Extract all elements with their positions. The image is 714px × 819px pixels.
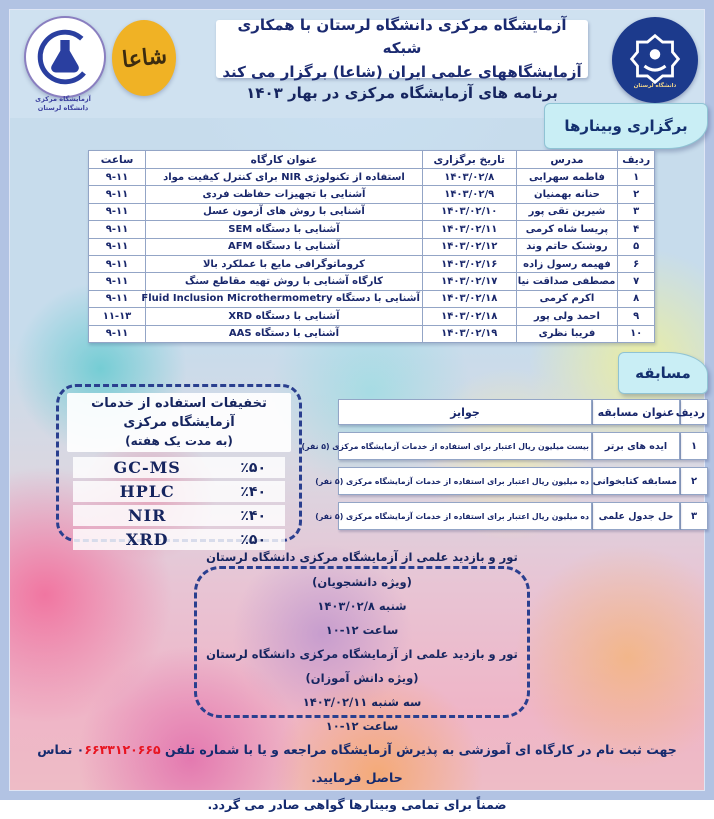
tour-time (197, 714, 527, 738)
tour-time (197, 618, 527, 642)
phone-prefix: ۰ (76, 742, 85, 757)
certificate-line: ضمناً برای تمامی وبینارها گواهی صادر می گردد. (207, 797, 507, 812)
tour-title: تور و بازدید علمی از آزمایشگاه مرکزی دانشگاه لرستان (ویژه دانشجویان) (206, 550, 518, 589)
discount-service: GC-MS (113, 458, 181, 478)
webinar-row (89, 290, 655, 307)
discount-value: ٪۴۰ (240, 507, 267, 524)
discounts-box (56, 384, 302, 550)
registration-text-after: تماس حاصل فرمایید. (37, 742, 403, 785)
title-line-1: آزمایشگاه مرکزی دانشگاه لرستان با همکاری شبکه (237, 16, 567, 58)
workshop-date: ۱۴۰۳/۰۲/۱۸ (422, 290, 516, 307)
workshop-time: ۹-۱۱ (89, 290, 146, 307)
university-emblem-icon (627, 31, 683, 87)
competition-row (338, 467, 708, 495)
competition-header-row (338, 399, 708, 425)
webinars-section-title: برگزاری وبینارها (564, 117, 688, 135)
tour-title: تور و بازدید علمی از آزمایشگاه مرکزی دانشگاه لرستان (ویژه دانش آموزان) (206, 647, 518, 686)
workshop-title: آشنایی با تجهیزات حفاظت فردی (146, 186, 423, 203)
workshop-time: ۹-۱۱ (89, 186, 146, 203)
col-header-time: ساعت (89, 151, 146, 169)
discount-service: XRD (125, 530, 169, 550)
row-number: ۲ (680, 467, 708, 495)
instructor-name: اکرم کرمی (516, 290, 618, 307)
discount-value: ٪۵۰ (240, 531, 267, 548)
competition-title: حل جدول علمی (592, 502, 680, 530)
row-number: ۷ (618, 273, 655, 290)
webinars-section-banner (544, 103, 708, 149)
phone-number (77, 742, 161, 757)
instructor-name: فریبا نظری (516, 325, 618, 342)
workshop-title: کروماتوگرافی مایع با عملکرد بالا (146, 255, 423, 272)
workshop-title: آشنایی با دستگاه Fluid Inclusion Microthermometry (146, 290, 423, 307)
discount-service: HPLC (119, 482, 175, 502)
workshop-title: آشنایی با دستگاه SEM (146, 221, 423, 238)
workshop-date: ۱۴۰۳/۰۲/۱۲ (422, 238, 516, 255)
discount-service: NIR (128, 506, 167, 526)
instructor-name: فهیمه رسول زاده (516, 255, 618, 272)
competition-prize: بیست میلیون ریال اعتبار برای استفاده از خدمات آزمایشگاه مرکزی (۵ نفر) (338, 432, 592, 460)
instructor-name: روشنک حاتم وند (516, 238, 618, 255)
university-logo-caption: دانشگاه لرستان (633, 83, 677, 89)
workshop-date: ۱۴۰۳/۰۲/۱۸ (422, 308, 516, 325)
footer-note (20, 736, 694, 819)
workshop-date: ۱۴۰۳/۰۲/۱۰ (422, 203, 516, 220)
workshop-date: ۱۴۰۳/۰۲/۱۷ (422, 273, 516, 290)
webinar-row (89, 325, 655, 342)
workshop-time: ۹-۱۱ (89, 169, 146, 186)
discount-row (73, 505, 285, 526)
shaa-network-logo (112, 20, 176, 96)
competition-row (338, 432, 708, 460)
central-lab-logo (24, 16, 106, 98)
competition-title: ایده های برتر (592, 432, 680, 460)
workshop-date: ۱۴۰۳/۰۲/۱۶ (422, 255, 516, 272)
row-number: ۱ (618, 169, 655, 186)
row-number: ۱۰ (618, 325, 655, 342)
webinar-row (89, 221, 655, 238)
instructor-name: حنانه بهمنیان (516, 186, 618, 203)
tour-date: سه شنبه ۱۴۰۳/۰۲/۱۱ (302, 695, 422, 710)
webinars-table-wrap (88, 150, 655, 343)
workshop-date: ۱۴۰۳/۰۲/۸ (422, 169, 516, 186)
instructor-name: پریسا شاه کرمی (516, 221, 618, 238)
workshop-time: ۹-۱۱ (89, 238, 146, 255)
instructor-name: شیرین تقی پور (516, 203, 618, 220)
tour-time-label: ساعت (362, 622, 399, 637)
workshop-title: کارگاه آشنایی با روش تهیه مقاطع سنگ (146, 273, 423, 290)
col-header-workshop-title: عنوان کارگاه (146, 151, 423, 169)
workshop-date: ۱۴۰۳/۰۲/۹ (422, 186, 516, 203)
title-line-2: آزمایشگاههای علمی ایران (شاعا) برگزار می کند (222, 62, 582, 81)
workshop-time: ۹-۱۱ (89, 221, 146, 238)
workshop-date: ۱۴۰۳/۰۲/۱۱ (422, 221, 516, 238)
webinars-header-row (89, 151, 655, 169)
competition-title: مسابقه کتابخوانی (592, 467, 680, 495)
col-header-row-number: ردیف (618, 151, 655, 169)
workshop-title: آشنایی با دستگاه XRD (146, 308, 423, 325)
competition-section-title: مسابقه (635, 364, 691, 382)
workshop-time: ۹-۱۱ (89, 255, 146, 272)
webinar-row (89, 255, 655, 272)
competition-prize: ده میلیون ریال اعتبار برای استفاده از خدمات آزمایشگاه مرکزی (۵ نفر) (338, 502, 592, 530)
row-number: ۸ (618, 290, 655, 307)
col-header-instructor: مدرس (516, 151, 618, 169)
row-number: ۲ (618, 186, 655, 203)
webinar-row (89, 186, 655, 203)
instructor-name: احمد ولی پور (516, 308, 618, 325)
lab-caption-line-2: دانشگاه لرستان (37, 103, 89, 112)
discount-row (73, 481, 285, 502)
workshop-title: استفاده از تکنولوژی NIR برای کنترل کیفیت مواد (146, 169, 423, 186)
workshop-date: ۱۴۰۳/۰۲/۱۹ (422, 325, 516, 342)
workshop-time: ۹-۱۱ (89, 325, 146, 342)
competition-table-wrap (301, 392, 708, 537)
discounts-title: تخفیفات استفاده از خدمات آزمایشگاه مرکزی (91, 396, 267, 430)
row-number: ۵ (618, 238, 655, 255)
shaa-logo-calligraphy: شاعا (120, 42, 168, 74)
registration-line (20, 736, 694, 791)
university-logo (612, 17, 698, 103)
tours-box (194, 550, 530, 734)
registration-text-before: جهت ثبت نام در کارگاه ای آموزشی به پذیرش آزمایشگاه مراجعه و یا با شماره تلفن (164, 742, 677, 757)
webinar-row (89, 308, 655, 325)
row-number: ۳ (618, 203, 655, 220)
row-number: ۱ (680, 432, 708, 460)
workshop-time: ۱۱-۱۳ (89, 308, 146, 325)
comp-col-header-prizes: جوایز (338, 399, 592, 425)
competition-prize: ده میلیون ریال اعتبار برای استفاده از خدمات آزمایشگاه مرکزی (۵ نفر) (338, 467, 592, 495)
webinar-row (89, 203, 655, 220)
workshop-title: آشنایی با دستگاه AFM (146, 238, 423, 255)
comp-col-header-row-number: ردیف (680, 399, 708, 425)
competition-table (301, 392, 708, 537)
workshop-time: ۹-۱۱ (89, 273, 146, 290)
flask-icon (34, 26, 96, 88)
comp-col-header-title: عنوان مسابقه (592, 399, 680, 425)
discount-value: ٪۴۰ (240, 483, 267, 500)
competition-row (338, 502, 708, 530)
discounts-subtitle: (به مدت یک هفته) (125, 433, 233, 448)
subtitle: برنامه های آزمایشگاه مرکزی در بهار ۱۴۰۳ (246, 84, 558, 102)
workshop-title: آشنایی با روش های آزمون عسل (146, 203, 423, 220)
tour-date: شنبه ۱۴۰۳/۰۲/۸ (317, 598, 407, 613)
tour-time-value: ۱۰-۱۲ (325, 719, 359, 734)
central-lab-logo-caption (12, 95, 114, 113)
row-number: ۶ (618, 255, 655, 272)
col-header-date: تاریخ برگزاری (422, 151, 516, 169)
lab-caption-line-1: آزمایشگاه مرکزی (35, 95, 91, 103)
webinar-row (89, 273, 655, 290)
instructor-name: مصطفی صداقت نیا (516, 273, 618, 290)
row-number: ۳ (680, 502, 708, 530)
instructor-name: فاطمه سهرابی (516, 169, 618, 186)
workshop-title: آشنایی با دستگاه AAS (146, 325, 423, 342)
row-number: ۹ (618, 308, 655, 325)
webinars-table (88, 150, 655, 343)
webinar-row (89, 169, 655, 186)
row-number: ۴ (618, 221, 655, 238)
discount-row (73, 457, 285, 478)
phone-number-red: ۶۶۳۳۱۲۰۶۶۵ (84, 742, 161, 757)
discounts-title-band (67, 393, 291, 452)
tour-time-label: ساعت (362, 719, 399, 734)
workshop-time: ۹-۱۱ (89, 203, 146, 220)
webinar-row (89, 238, 655, 255)
title-box (216, 16, 588, 81)
tour-time-value: ۱۰-۱۲ (325, 622, 359, 637)
discount-value: ٪۵۰ (240, 459, 267, 476)
competition-section-banner (618, 352, 708, 394)
